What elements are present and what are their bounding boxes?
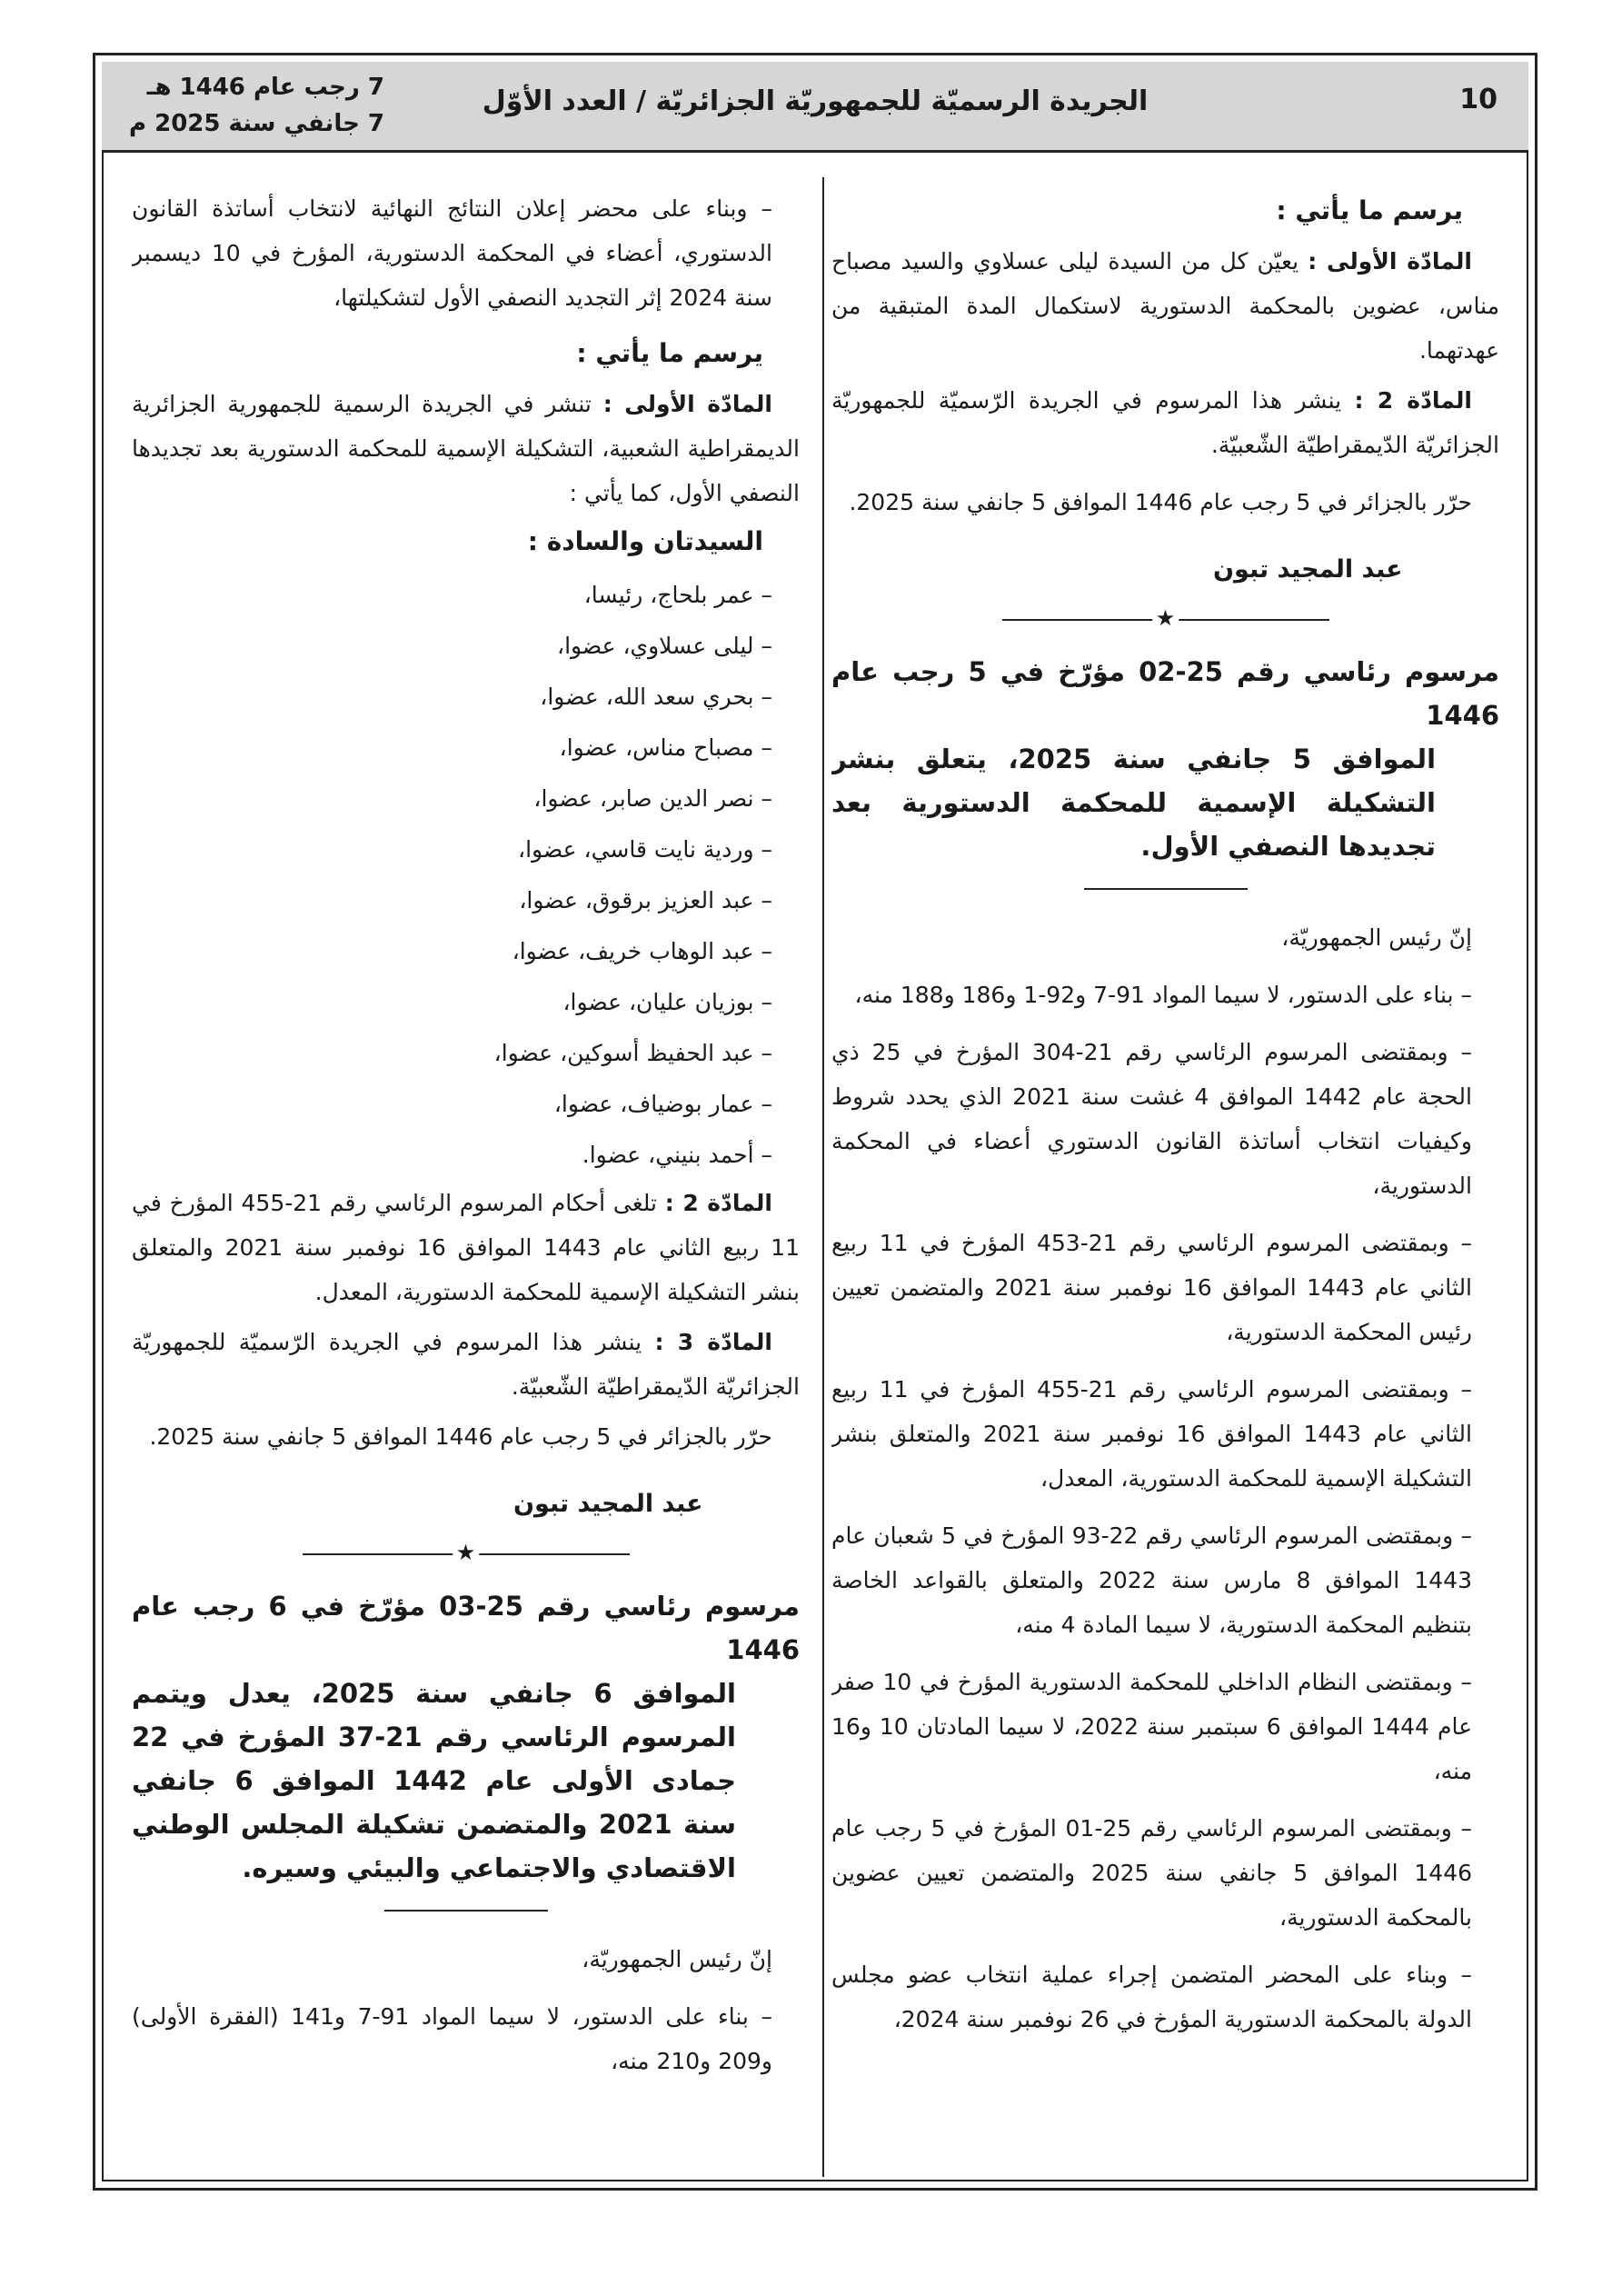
visa-8: – وبناء على المحضر المتضمن إجراء عملية انتخاب عضو مجلس الدولة بالمحكمة الدستورية المؤرخ في 26 نوفمبر سنة 2024، xyxy=(831,1962,1472,2032)
title-underline xyxy=(1084,888,1248,890)
visa-1: – بناء على الدستور، لا سيما المواد 91-7 و92-1 و186 و188 منه، xyxy=(854,982,1472,1008)
president-line: إنّ رئيس الجمهوريّة، xyxy=(1281,924,1472,951)
column-divider xyxy=(822,177,824,2177)
article-label: المادّة الأولى : xyxy=(602,391,772,417)
member-item: – وردية نايت قاسي، عضوا، xyxy=(518,836,772,863)
journal-title: الجريدة الرسميّة للجمهوريّة الجزائريّة / العدد الأوّل xyxy=(482,85,1149,117)
article-label: المادّة 2 : xyxy=(664,1190,772,1216)
visa-4: – وبمقتضى المرسوم الرئاسي رقم 21-455 المؤرخ في 11 ربيع الثاني عام 1443 الموافق 16 نوفمبر سنة 2021 والمتعلق بنشر التشكيلة الإسمية للمحكمة الدستورية، المعدل، xyxy=(831,1376,1472,1492)
member-item: – عبد العزيز برقوق، عضوا، xyxy=(519,887,772,913)
decree-title-first-line: مرسوم رئاسي رقم 25-03 مؤرّخ في 6 رجب عام 1446 xyxy=(132,1591,800,1665)
member-item: – بحري سعد الله، عضوا، xyxy=(540,684,772,710)
visa-9: – وبناء على محضر إعلان النتائج النهائية لانتخاب أساتذة القانون الدستوري، أعضاء في المحكمة الدستورية، المؤرخ في 10 ديسمبر سنة 2024 إثر التجديد النصفي الأول لتشكيلتها، xyxy=(132,195,772,311)
article-1 xyxy=(831,239,1499,373)
done-at: حرّر بالجزائر في 5 رجب عام 1446 الموافق 5 جانفي سنة 2025. xyxy=(849,489,1472,515)
member-item: – عمار بوضياف، عضوا، xyxy=(553,1091,772,1117)
visa-6: – وبمقتضى النظام الداخلي للمحكمة الدستورية المؤرخ في 10 صفر عام 1444 الموافق 6 سبتمبر سنة 2022، لا سيما المادتان 10 و16 منه، xyxy=(831,1669,1472,1784)
star-separator xyxy=(1002,606,1329,634)
decree-title xyxy=(831,650,1499,868)
members-list xyxy=(132,570,800,1181)
decree-title-rest: الموافق 5 جانفي سنة 2025، يتعلق بنشر التشكيلة الإسمية للمحكمة الدستورية بعد تجديدها النصفي الأول. xyxy=(831,744,1437,862)
article-text: تنشر في الجريدة الرسمية للجمهورية الجزائرية الديمقراطية الشعبية، التشكيلة الإسمية للمحكمة الدستورية بعد تجديدها النصفي الأول، كما يأتي : xyxy=(132,391,800,506)
signature: عبد المجيد تبون xyxy=(1213,555,1403,584)
president-line: إنّ رئيس الجمهوريّة، xyxy=(582,1946,772,1972)
decree-heading: يرسم ما يأتي : xyxy=(1276,195,1463,225)
page-header xyxy=(102,62,1528,153)
article-label: المادّة الأولى : xyxy=(1308,248,1472,275)
star-icon: ★ xyxy=(1152,604,1179,632)
left-column xyxy=(132,186,800,2168)
member-item: – أحمد بنيني، عضوا. xyxy=(582,1142,772,1168)
page-number: 10 xyxy=(1459,84,1498,115)
decree-title-rest: الموافق 6 جانفي سنة 2025، يعدل ويتمم المرسوم الرئاسي رقم 21-37 المؤرخ في 22 جمادى الأولى عام 1442 الموافق 6 جانفي سنة 2021 والمتضمن تشكيلة المجلس الوطني الاقتصادي والاجتماعي والبيئي وسيره. xyxy=(132,1678,736,1883)
visa-2: – وبمقتضى المرسوم الرئاسي رقم 21-304 المؤرخ في 25 ذي الحجة عام 1442 الموافق 4 غشت سنة 2021 الذي يحدد شروط وكيفيات انتخاب أساتذة القانون الدستوري أعضاء في المحكمة الدستورية، xyxy=(831,1039,1472,1199)
member-item: – عمر بلحاج، رئيسا، xyxy=(583,582,772,608)
member-item: – عبد الوهاب خريف، عضوا، xyxy=(512,938,772,964)
member-item: – عبد الحفيظ أسوكين، عضوا، xyxy=(493,1040,772,1066)
visa-3: – وبمقتضى المرسوم الرئاسي رقم 21-453 المؤرخ في 11 ربيع الثاني عام 1443 الموافق 16 نوفمبر سنة 2021 والمتضمن تعيين رئيس المحكمة الدستورية، xyxy=(831,1230,1473,1345)
star-icon: ★ xyxy=(453,1539,480,1566)
member-item: – ليلى عسلاوي، عضوا، xyxy=(557,633,772,659)
article-label: المادّة 2 : xyxy=(1354,387,1473,414)
members-heading: السيدتان والسادة : xyxy=(527,526,763,556)
star-separator xyxy=(303,1541,630,1568)
visa-10: – بناء على الدستور، لا سيما المواد 91-7 و141 (الفقرة الأولى) و209 و210 منه، xyxy=(132,2003,772,2074)
article-1 xyxy=(132,382,800,515)
member-item: – مصباح مناس، عضوا، xyxy=(559,734,772,761)
title-underline xyxy=(384,1910,548,1912)
right-column xyxy=(831,186,1499,2168)
article-text: تلغى أحكام المرسوم الرئاسي رقم 21-455 المؤرخ في 11 ربيع الثاني عام 1443 الموافق 16 نوفمبر سنة 2021 والمتعلق بنشر التشكيلة الإسمية للمحكمة الدستورية، المعدل. xyxy=(132,1190,800,1305)
decree-title xyxy=(132,1584,800,1890)
article-3 xyxy=(132,1320,800,1409)
article-text: ينشر هذا المرسوم في الجريدة الرّسميّة للجمهوريّة الجزائريّة الدّيمقراطيّة الشّعبيّة. xyxy=(831,387,1499,458)
article-2 xyxy=(132,1181,800,1314)
issue-date-hijri: 7 رجب عام 1446 هـ xyxy=(146,74,384,101)
decree-heading: يرسم ما يأتي : xyxy=(576,338,763,368)
article-text: يعيّن كل من السيدة ليلى عسلاوي والسيد مصباح مناس، عضوين بالمحكمة الدستورية لاستكمال المدة المتبقية من عهدتهما. xyxy=(831,248,1499,364)
member-item: – نصر الدين صابر، عضوا، xyxy=(533,785,772,812)
member-item: – بوزيان عليان، عضوا، xyxy=(562,989,772,1015)
done-at: حرّر بالجزائر في 5 رجب عام 1446 الموافق 5 جانفي سنة 2025. xyxy=(149,1423,772,1450)
decree-title-first-line: مرسوم رئاسي رقم 25-02 مؤرّخ في 5 رجب عام 1446 xyxy=(831,656,1499,731)
visa-7: – وبمقتضى المرسوم الرئاسي رقم 25-01 المؤرخ في 5 رجب عام 1446 الموافق 5 جانفي سنة 2025 والمتضمن تعيين عضوين بالمحكمة الدستورية، xyxy=(831,1815,1473,1931)
signature: عبد المجيد تبون xyxy=(513,1490,703,1518)
visa-5: – وبمقتضى المرسوم الرئاسي رقم 22-93 المؤرخ في 5 شعبان عام 1443 الموافق 8 مارس سنة 2022 والمتعلق بالقواعد الخاصة بتنظيم المحكمة الدستورية، لا سيما المادة 4 منه، xyxy=(831,1522,1472,1638)
article-text: ينشر هذا المرسوم في الجريدة الرّسميّة للجمهوريّة الجزائريّة الدّيمقراطيّة الشّعبيّة. xyxy=(132,1329,800,1400)
article-2 xyxy=(831,378,1499,467)
issue-date-gregorian: 7 جانفي سنة 2025 م xyxy=(129,110,384,137)
issue-date xyxy=(129,69,384,142)
article-label: المادّة 3 : xyxy=(654,1329,773,1355)
